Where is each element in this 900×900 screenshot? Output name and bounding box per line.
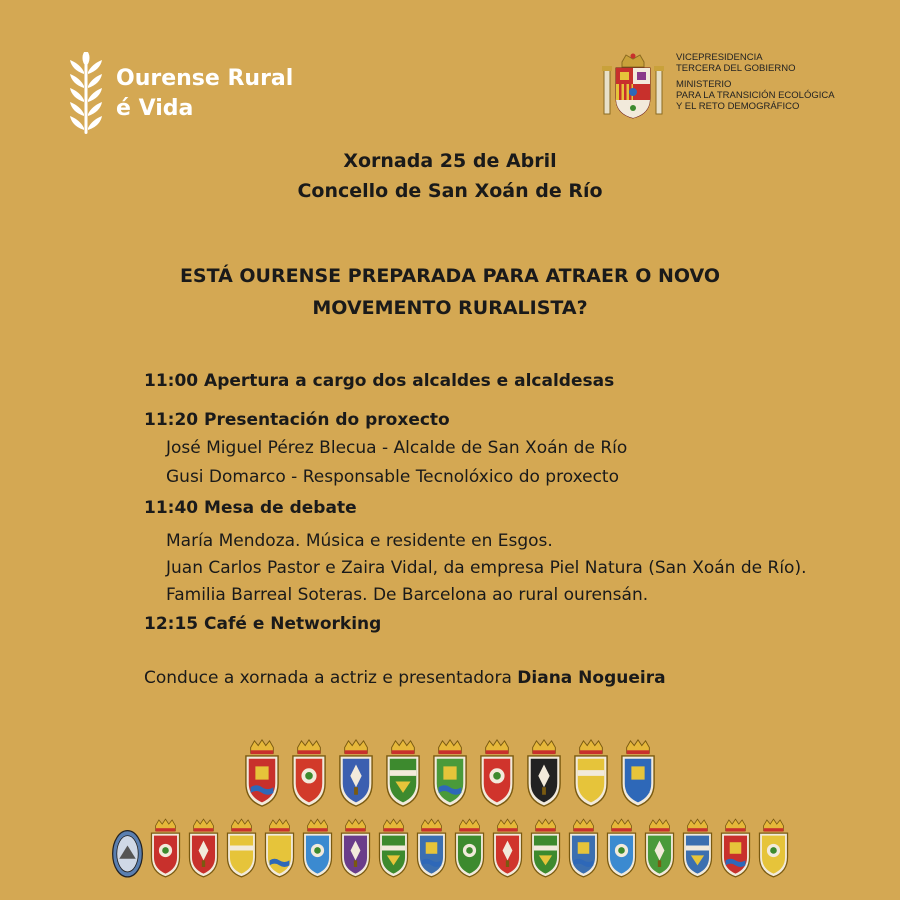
municipal-crests-row-1 <box>0 738 900 808</box>
ourense-rural-logo <box>66 52 306 134</box>
municipal-crests-row-2 <box>0 816 900 880</box>
ministry-line: MINISTERIO <box>676 79 732 90</box>
municipal-crest-icon <box>377 816 410 880</box>
host-name: Diana Nogueira <box>517 668 666 688</box>
agenda-item: 11:00 Apertura a cargo dos alcaldes e alcaldesas <box>144 371 615 391</box>
municipal-crest-icon <box>478 738 516 808</box>
event-date: Xornada 25 de Abril <box>343 150 557 172</box>
event-heading <box>0 146 900 206</box>
event-title <box>0 260 900 324</box>
municipal-crest-icon <box>111 816 144 880</box>
municipal-crest-icon <box>453 816 486 880</box>
event-venue: Concello de San Xoán de Río <box>297 180 603 202</box>
brand-line-2: é Vida <box>116 96 194 121</box>
agenda-item: 11:20 Presentación do proxecto <box>144 410 450 430</box>
municipal-crest-icon <box>263 816 296 880</box>
municipal-crest-icon <box>384 738 422 808</box>
municipal-crest-icon <box>572 738 610 808</box>
host-line <box>144 665 666 691</box>
municipal-crest-icon <box>529 816 562 880</box>
brand-line-1: Ourense Rural <box>116 66 294 91</box>
ministry-line: TERCERA DEL GOBIERNO <box>676 63 796 74</box>
ministry-line: VICEPRESIDENCIA <box>676 52 763 63</box>
ministry-logo <box>600 52 870 124</box>
municipal-crest-icon <box>187 816 220 880</box>
municipal-crest-icon <box>337 738 375 808</box>
wheat-icon <box>66 52 106 134</box>
municipal-crest-icon <box>225 816 258 880</box>
agenda-item: 11:40 Mesa de debate <box>144 498 357 518</box>
title-line-2: MOVEMENTO RURALISTA? <box>312 297 588 319</box>
municipal-crest-icon <box>290 738 328 808</box>
municipal-crest-icon <box>243 738 281 808</box>
municipal-crest-icon <box>431 738 469 808</box>
agenda-speaker: Juan Carlos Pastor e Zaira Vidal, da empresa Piel Natura (San Xoán de Río). <box>166 558 807 578</box>
brand-name <box>116 64 293 124</box>
agenda-speaker: Gusi Domarco - Responsable Tecnolóxico do proxecto <box>166 467 619 487</box>
ministry-text <box>676 52 835 112</box>
spain-coat-of-arms-icon <box>600 52 666 120</box>
agenda <box>144 368 884 637</box>
agenda-item: 12:15 Café e Networking <box>144 614 382 634</box>
agenda-speaker: José Miguel Pérez Blecua - Alcalde de San Xoán de Río <box>166 438 628 458</box>
municipal-crest-icon <box>681 816 714 880</box>
title-line-1: ESTÁ OURENSE PREPARADA PARA ATRAER O NOVO <box>179 265 721 287</box>
municipal-crest-icon <box>567 816 600 880</box>
agenda-speaker: María Mendoza. Música e residente en Esgos. <box>166 531 553 551</box>
municipal-crest-icon <box>719 816 752 880</box>
municipal-crest-icon <box>643 816 676 880</box>
municipal-crest-icon <box>525 738 563 808</box>
municipal-crest-icon <box>757 816 790 880</box>
agenda-speaker: Familia Barreal Soteras. De Barcelona ao rural ourensán. <box>166 585 649 605</box>
municipal-crest-icon <box>619 738 657 808</box>
municipal-crest-icon <box>605 816 638 880</box>
host-prefix: Conduce a xornada a actriz e presentadora <box>144 668 518 688</box>
municipal-crest-icon <box>149 816 182 880</box>
ministry-line: Y EL RETO DEMOGRÁFICO <box>676 101 800 112</box>
municipal-crest-icon <box>491 816 524 880</box>
municipal-crest-icon <box>415 816 448 880</box>
municipal-crest-icon <box>301 816 334 880</box>
municipal-crest-icon <box>339 816 372 880</box>
ministry-line: PARA LA TRANSICIÓN ECOLÓGICA <box>676 90 835 101</box>
